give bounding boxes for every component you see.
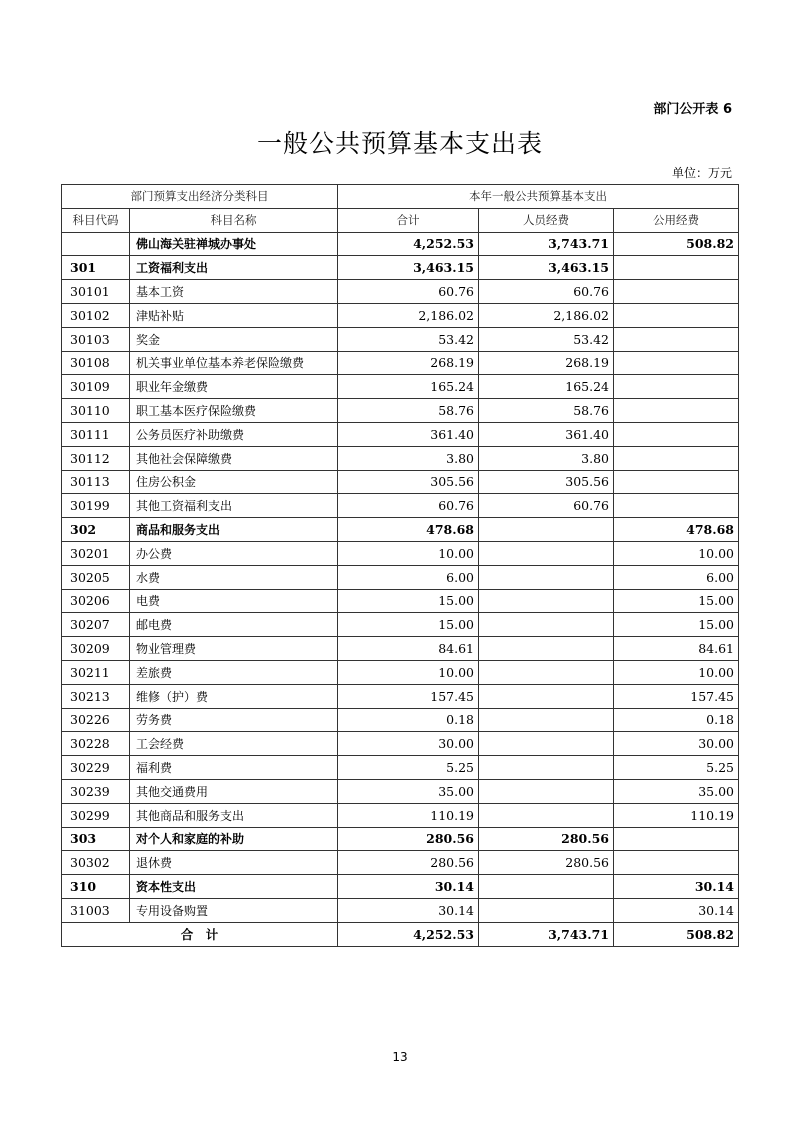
personnel-cell: 53.42 — [479, 327, 614, 351]
public-cell: 0.18 — [614, 708, 739, 732]
total-cell: 10.00 — [338, 541, 479, 565]
public-cell: 30.14 — [614, 898, 739, 922]
personnel-cell — [479, 732, 614, 756]
total-cell: 58.76 — [338, 399, 479, 423]
code-cell: 30299 — [62, 803, 130, 827]
total-cell: 60.76 — [338, 280, 479, 304]
public-cell: 15.00 — [614, 613, 739, 637]
table-row — [62, 875, 739, 899]
name-cell: 退休费 — [130, 851, 338, 875]
code-cell: 30302 — [62, 851, 130, 875]
name-cell: 其他社会保障缴费 — [130, 446, 338, 470]
table-row — [62, 351, 739, 375]
total-cell: 30.14 — [338, 875, 479, 899]
total-cell: 268.19 — [338, 351, 479, 375]
name-cell: 电费 — [130, 589, 338, 613]
code-cell: 30207 — [62, 613, 130, 637]
table-row — [62, 494, 739, 518]
name-cell: 工会经费 — [130, 732, 338, 756]
name-cell: 福利费 — [130, 756, 338, 780]
table-row — [62, 827, 739, 851]
personnel-cell: 3,463.15 — [479, 256, 614, 280]
table-row — [62, 232, 739, 256]
page-number: 13 — [392, 1050, 408, 1064]
personnel-cell: 280.56 — [479, 827, 614, 851]
public-cell — [614, 422, 739, 446]
personnel-cell: 2,186.02 — [479, 303, 614, 327]
name-cell: 机关事业单位基本养老保险缴费 — [130, 351, 338, 375]
total-cell: 6.00 — [338, 565, 479, 589]
name-cell: 佛山海关驻禅城办事处 — [130, 232, 338, 256]
name-cell: 奖金 — [130, 327, 338, 351]
total-cell: 84.61 — [338, 637, 479, 661]
personnel-cell: 165.24 — [479, 375, 614, 399]
name-cell: 其他交通费用 — [130, 779, 338, 803]
code-cell: 30111 — [62, 422, 130, 446]
total-cell: 30.00 — [338, 732, 479, 756]
name-cell: 公务员医疗补助缴费 — [130, 422, 338, 446]
personnel-cell — [479, 875, 614, 899]
name-cell: 住房公积金 — [130, 470, 338, 494]
table-row — [62, 732, 739, 756]
code-cell: 30101 — [62, 280, 130, 304]
public-cell — [614, 256, 739, 280]
public-cell: 157.45 — [614, 684, 739, 708]
personnel-cell: 60.76 — [479, 280, 614, 304]
personnel-cell — [479, 779, 614, 803]
total-cell: 15.00 — [338, 613, 479, 637]
code-cell: 30211 — [62, 660, 130, 684]
personnel-cell: 268.19 — [479, 351, 614, 375]
name-cell: 职业年金缴费 — [130, 375, 338, 399]
public-cell — [614, 827, 739, 851]
total-public-cell: 508.82 — [614, 922, 739, 946]
public-cell — [614, 351, 739, 375]
personnel-cell: 58.76 — [479, 399, 614, 423]
public-cell — [614, 446, 739, 470]
total-cell: 305.56 — [338, 470, 479, 494]
table-column-header — [62, 208, 739, 232]
code-cell: 30213 — [62, 684, 130, 708]
public-cell: 5.25 — [614, 756, 739, 780]
public-cell: 15.00 — [614, 589, 739, 613]
total-cell: 165.24 — [338, 375, 479, 399]
personnel-cell: 361.40 — [479, 422, 614, 446]
public-cell — [614, 327, 739, 351]
table-row — [62, 327, 739, 351]
total-cell: 3.80 — [338, 446, 479, 470]
public-cell — [614, 303, 739, 327]
table-row — [62, 779, 739, 803]
personnel-cell — [479, 898, 614, 922]
code-cell: 310 — [62, 875, 130, 899]
total-label: 合 计 — [62, 922, 338, 946]
personnel-cell — [479, 660, 614, 684]
personnel-cell — [479, 589, 614, 613]
public-cell: 30.00 — [614, 732, 739, 756]
total-cell: 60.76 — [338, 494, 479, 518]
table-row — [62, 684, 739, 708]
public-cell: 10.00 — [614, 660, 739, 684]
table-total-row — [62, 922, 739, 946]
table-row — [62, 660, 739, 684]
code-cell: 302 — [62, 518, 130, 542]
table-row — [62, 803, 739, 827]
table-row — [62, 613, 739, 637]
code-cell: 30113 — [62, 470, 130, 494]
name-cell: 差旅费 — [130, 660, 338, 684]
unit-label: 单位：万元 — [671, 166, 732, 180]
public-cell: 478.68 — [614, 518, 739, 542]
personnel-cell: 3,743.71 — [479, 232, 614, 256]
public-cell — [614, 375, 739, 399]
personnel-cell — [479, 637, 614, 661]
name-cell: 商品和服务支出 — [130, 518, 338, 542]
name-cell: 其他工资福利支出 — [130, 494, 338, 518]
column-header-personnel: 人员经费 — [479, 208, 614, 232]
total-cell: 361.40 — [338, 422, 479, 446]
code-cell: 30209 — [62, 637, 130, 661]
total-cell: 10.00 — [338, 660, 479, 684]
name-cell: 维修（护）费 — [130, 684, 338, 708]
total-cell: 0.18 — [338, 708, 479, 732]
code-cell: 30226 — [62, 708, 130, 732]
public-cell: 30.14 — [614, 875, 739, 899]
public-cell — [614, 399, 739, 423]
code-cell: 303 — [62, 827, 130, 851]
table-body — [62, 232, 739, 922]
budget-table — [61, 184, 739, 947]
total-cell: 157.45 — [338, 684, 479, 708]
public-cell: 84.61 — [614, 637, 739, 661]
table-row — [62, 280, 739, 304]
table-row — [62, 422, 739, 446]
personnel-cell — [479, 518, 614, 542]
personnel-cell — [479, 565, 614, 589]
personnel-cell: 305.56 — [479, 470, 614, 494]
total-cell: 4,252.53 — [338, 232, 479, 256]
name-cell: 劳务费 — [130, 708, 338, 732]
table-row — [62, 565, 739, 589]
table-row — [62, 541, 739, 565]
table-row — [62, 898, 739, 922]
total-personnel-cell: 3,743.71 — [479, 922, 614, 946]
name-cell: 物业管理费 — [130, 637, 338, 661]
code-cell: 301 — [62, 256, 130, 280]
table-row — [62, 851, 739, 875]
code-cell: 30102 — [62, 303, 130, 327]
page-title: 一般公共预算基本支出表 — [256, 129, 543, 158]
code-cell: 30103 — [62, 327, 130, 351]
code-cell: 30109 — [62, 375, 130, 399]
table-group-header — [62, 185, 739, 209]
form-number: 部门公开表 6 — [653, 102, 732, 117]
public-cell — [614, 280, 739, 304]
code-cell — [62, 232, 130, 256]
table-row — [62, 446, 739, 470]
total-cell: 5.25 — [338, 756, 479, 780]
name-cell: 工资福利支出 — [130, 256, 338, 280]
total-cell: 35.00 — [338, 779, 479, 803]
total-cell: 280.56 — [338, 851, 479, 875]
code-cell: 30108 — [62, 351, 130, 375]
total-cell: 53.42 — [338, 327, 479, 351]
public-cell — [614, 470, 739, 494]
name-cell: 水费 — [130, 565, 338, 589]
name-cell: 其他商品和服务支出 — [130, 803, 338, 827]
personnel-cell — [479, 756, 614, 780]
public-cell — [614, 494, 739, 518]
code-cell: 30205 — [62, 565, 130, 589]
code-cell: 30206 — [62, 589, 130, 613]
table-row — [62, 256, 739, 280]
table-row — [62, 375, 739, 399]
table-row — [62, 303, 739, 327]
code-cell: 30110 — [62, 399, 130, 423]
column-header-total: 合计 — [338, 208, 479, 232]
total-cell: 280.56 — [338, 827, 479, 851]
total-cell: 2,186.02 — [338, 303, 479, 327]
name-cell: 资本性支出 — [130, 875, 338, 899]
column-header-name: 科目名称 — [130, 208, 338, 232]
total-cell: 30.14 — [338, 898, 479, 922]
group-header-classification: 部门预算支出经济分类科目 — [62, 185, 338, 209]
personnel-cell: 3.80 — [479, 446, 614, 470]
code-cell: 30201 — [62, 541, 130, 565]
table-row — [62, 756, 739, 780]
public-cell — [614, 851, 739, 875]
public-cell: 35.00 — [614, 779, 739, 803]
name-cell: 专用设备购置 — [130, 898, 338, 922]
group-header-expenditure: 本年一般公共预算基本支出 — [338, 185, 739, 209]
personnel-cell — [479, 541, 614, 565]
name-cell: 职工基本医疗保险缴费 — [130, 399, 338, 423]
table-row — [62, 589, 739, 613]
total-total-cell: 4,252.53 — [338, 922, 479, 946]
code-cell: 31003 — [62, 898, 130, 922]
public-cell: 110.19 — [614, 803, 739, 827]
table-row — [62, 399, 739, 423]
code-cell: 30228 — [62, 732, 130, 756]
column-header-code: 科目代码 — [62, 208, 130, 232]
code-cell: 30199 — [62, 494, 130, 518]
name-cell: 邮电费 — [130, 613, 338, 637]
total-cell: 478.68 — [338, 518, 479, 542]
public-cell: 10.00 — [614, 541, 739, 565]
table-row — [62, 708, 739, 732]
personnel-cell — [479, 708, 614, 732]
personnel-cell — [479, 613, 614, 637]
personnel-cell — [479, 803, 614, 827]
total-cell: 3,463.15 — [338, 256, 479, 280]
public-cell: 6.00 — [614, 565, 739, 589]
column-header-public: 公用经费 — [614, 208, 739, 232]
personnel-cell: 60.76 — [479, 494, 614, 518]
name-cell: 办公费 — [130, 541, 338, 565]
name-cell: 津贴补贴 — [130, 303, 338, 327]
table-row — [62, 470, 739, 494]
table-row — [62, 518, 739, 542]
personnel-cell — [479, 684, 614, 708]
code-cell: 30239 — [62, 779, 130, 803]
code-cell: 30112 — [62, 446, 130, 470]
code-cell: 30229 — [62, 756, 130, 780]
total-cell: 15.00 — [338, 589, 479, 613]
total-cell: 110.19 — [338, 803, 479, 827]
public-cell: 508.82 — [614, 232, 739, 256]
table-row — [62, 637, 739, 661]
name-cell: 对个人和家庭的补助 — [130, 827, 338, 851]
name-cell: 基本工资 — [130, 280, 338, 304]
personnel-cell: 280.56 — [479, 851, 614, 875]
